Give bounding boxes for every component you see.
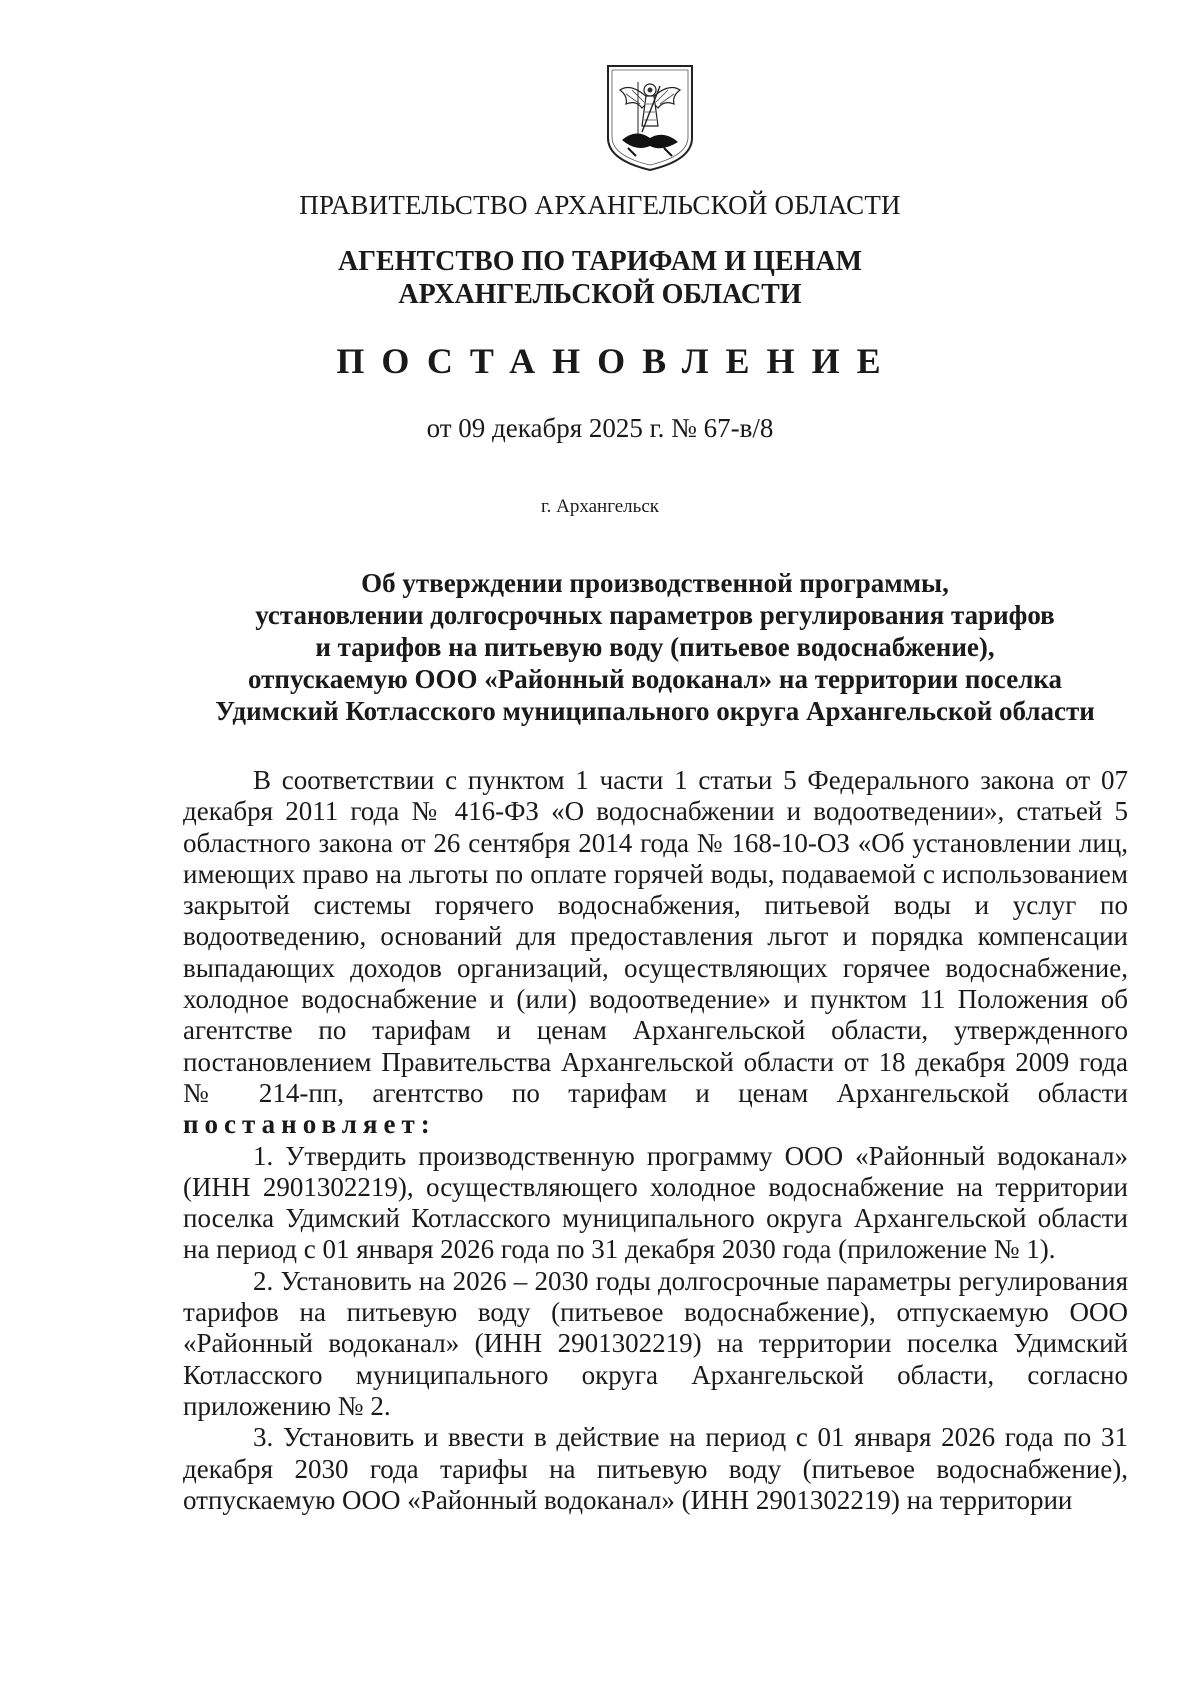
document-type-title: ПОСТАНОВЛЕНИЕ xyxy=(336,341,898,381)
clause-2: 2. Установить на 2026 – 2030 годы долгосрочные параметры регулирования тарифов на питьевую воду (питьевое водоснабжение), отпускаемую ООО «Районный водоканал» (ИНН 2901302219) на территории поселка Удимский Котласского муниципального округа Архангельской области, согласно приложению № 2. xyxy=(183,1265,1128,1421)
coat-of-arms-emblem xyxy=(602,60,698,172)
subject-line: установлении долгосрочных параметров регулирования тарифов xyxy=(255,600,1055,630)
date-and-number: от 09 декабря 2025 г. № 67-в/8 xyxy=(426,413,774,443)
document-body xyxy=(183,765,1128,1516)
clause-3: 3. Установить и ввести в действие на период с 01 января 2026 года по 31 декабря 2030 года тарифы на питьевую воду (питьевое водоснабжение), отпускаемую ООО «Районный водоканал» (ИНН 2901302219) на территории xyxy=(183,1422,1128,1515)
clause-1: 1. Утвердить производственную программу ООО «Районный водоканал» (ИНН 2901302219), осуществляющего холодное водоснабжение на территории поселка Удимский Котласского муниципального округа Архангельской области на период с 01 января 2026 года по 31 декабря 2030 года (приложение № 1). xyxy=(183,1140,1128,1265)
agency-name-line2: АРХАНГЕЛЬСКОЙ ОБЛАСТИ xyxy=(398,279,802,310)
subject-line: и тарифов на питьевую воду (питьевое водоснабжение), xyxy=(315,632,995,662)
government-name: ПРАВИТЕЛЬСТВО АРХАНГЕЛЬСКОЙ ОБЛАСТИ xyxy=(299,190,901,220)
decree-word: постановляет: xyxy=(183,1109,436,1140)
city-name: г. Архангельск xyxy=(540,496,659,517)
preamble-text: В соответствии с пунктом 1 части 1 статьи 5 Федерального закона от 07 декабря 2011 года № 416-ФЗ «О водоснабжении и водоотведении», статьей 5 областного закона от 26 сентября 2014 года № 168-10-ОЗ «Об установлении лиц, имеющих право на льготы по оплате горячей воды, подаваемой с использованием закрытой системы горячего водоснабжения, питьевой воды и услуг по водоотведению, оснований для предоставления льгот и порядка компенсации выпадающих доходов организаций, осуществляющих горячее водоснабжение, холодное водоснабжение и (или) водоотведение» и пунктом 11 Положения об агентстве по тарифам и ценам Архангельской области, утвержденного постановлением Правительства Архангельской области от 18 декабря 2009 года № 214-пп, агентство по тарифам и ценам Архангельской области xyxy=(183,765,1128,1108)
subject-line: Об утверждении производственной программы, xyxy=(361,568,949,598)
agency-name-line1: АГЕНТСТВО ПО ТАРИФАМ И ЦЕНАМ xyxy=(337,246,863,277)
subject-line: отпускаемую ООО «Районный водоканал» на территории поселка xyxy=(247,664,1063,694)
agency-name xyxy=(0,245,1200,311)
preamble-paragraph xyxy=(183,765,1128,1141)
subject-line: Удимский Котласского муниципального округа Архангельской области xyxy=(215,696,1095,726)
document-subject xyxy=(180,567,1130,727)
